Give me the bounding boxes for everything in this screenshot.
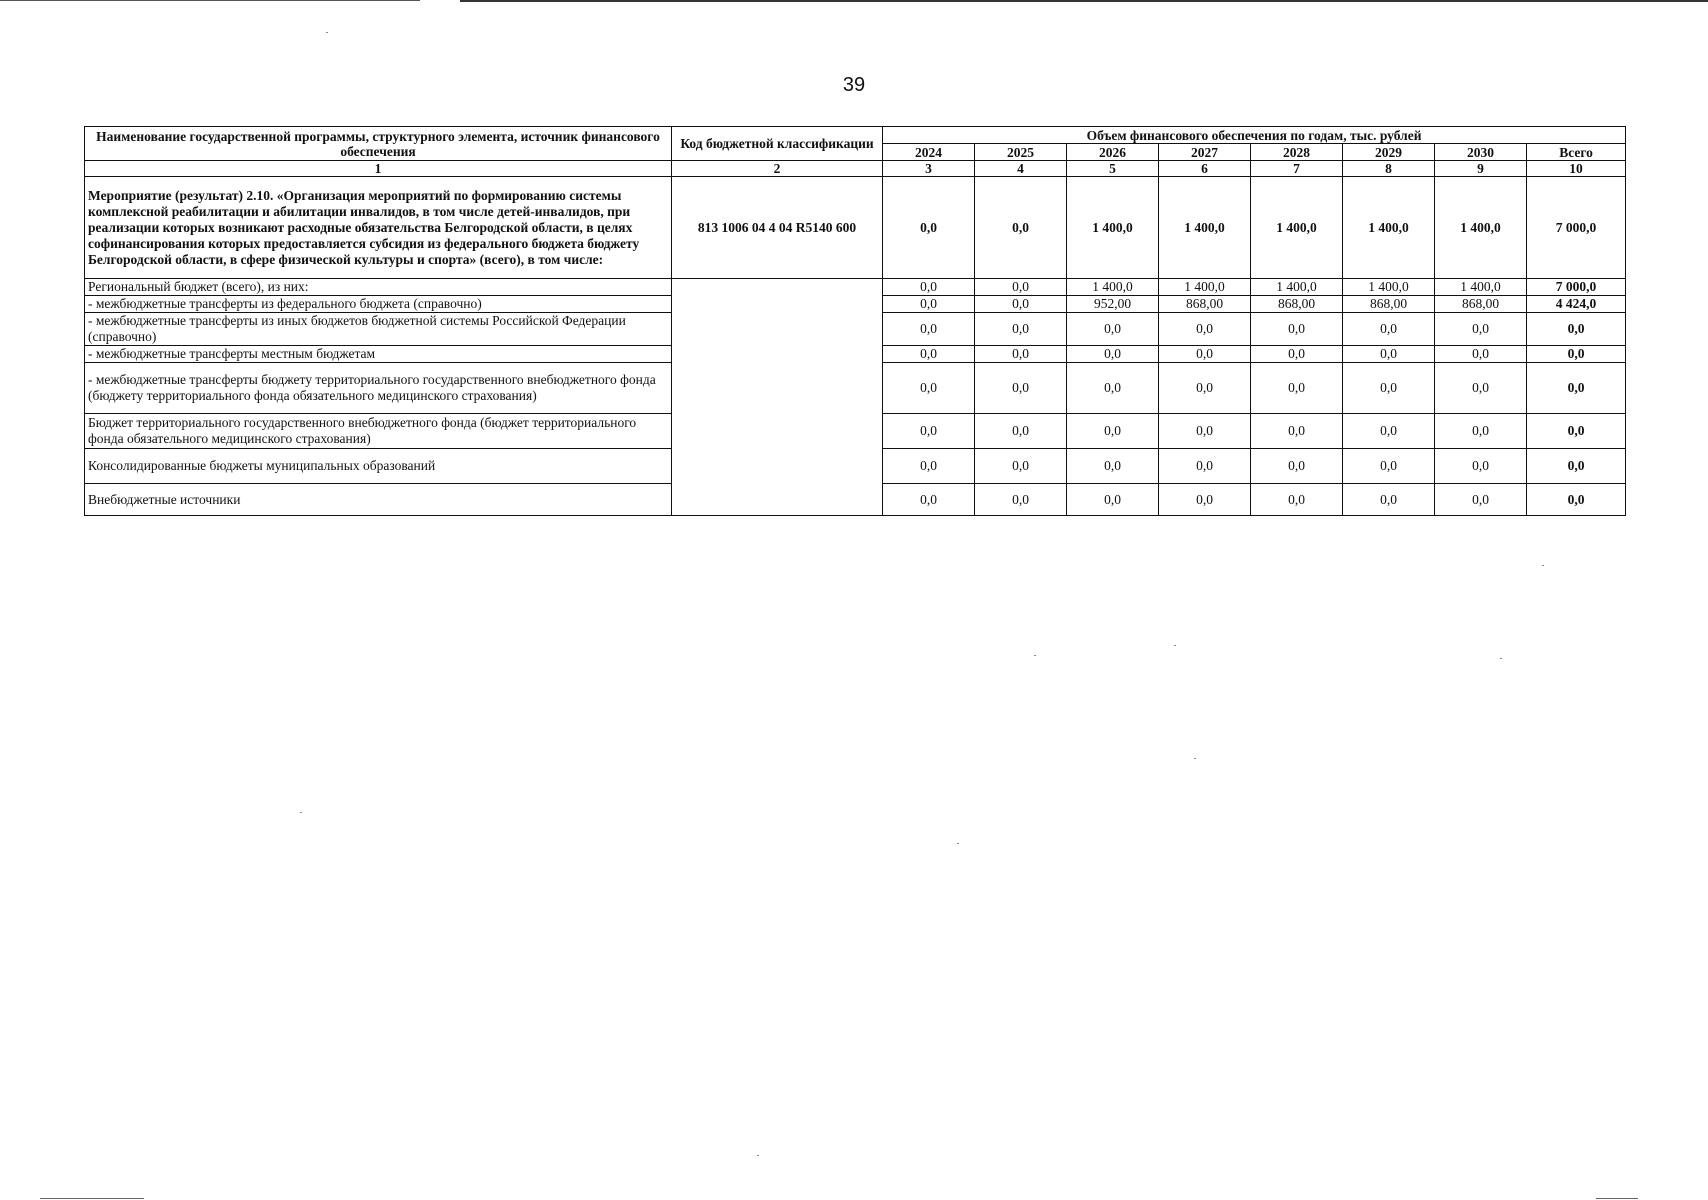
- total-cell: 4 424,0: [1527, 296, 1626, 313]
- value-cell: 1 400,0: [1435, 177, 1527, 279]
- budget-code-empty: [672, 279, 883, 516]
- header-year: 2024: [883, 144, 975, 161]
- value-cell: 0,0: [975, 346, 1067, 363]
- value-cell: 0,0: [1343, 363, 1435, 414]
- value-cell: 1 400,0: [1159, 177, 1251, 279]
- column-number: 6: [1159, 161, 1251, 177]
- header-total: Всего: [1527, 144, 1626, 161]
- value-cell: 0,0: [1067, 313, 1159, 346]
- value-cell: 0,0: [1159, 484, 1251, 516]
- value-cell: 0,0: [975, 414, 1067, 449]
- header-year: 2029: [1343, 144, 1435, 161]
- value-cell: 0,0: [1159, 313, 1251, 346]
- header-volume: Объем финансового обеспечения по годам, тыс. рублей: [883, 127, 1626, 144]
- value-cell: 0,0: [1159, 449, 1251, 484]
- value-cell: 0,0: [1343, 346, 1435, 363]
- value-cell: 0,0: [975, 296, 1067, 313]
- value-cell: 1 400,0: [1159, 279, 1251, 296]
- value-cell: 0,0: [883, 279, 975, 296]
- scan-speck: [1194, 758, 1196, 759]
- total-cell: 0,0: [1527, 313, 1626, 346]
- header-year: 2028: [1251, 144, 1343, 161]
- total-cell: 0,0: [1527, 449, 1626, 484]
- row-name: Консолидированные бюджеты муниципальных образований: [85, 449, 672, 484]
- value-cell: 868,00: [1251, 296, 1343, 313]
- scan-speck: [1034, 655, 1036, 656]
- value-cell: 0,0: [883, 296, 975, 313]
- total-cell: 0,0: [1527, 484, 1626, 516]
- value-cell: 1 400,0: [1251, 177, 1343, 279]
- scan-speck: [1542, 565, 1544, 566]
- value-cell: 0,0: [1251, 484, 1343, 516]
- total-cell: 0,0: [1527, 363, 1626, 414]
- value-cell: 0,0: [1435, 313, 1527, 346]
- value-cell: 0,0: [1067, 346, 1159, 363]
- value-cell: 0,0: [1159, 414, 1251, 449]
- value-cell: 0,0: [883, 449, 975, 484]
- value-cell: 0,0: [975, 449, 1067, 484]
- column-number: 7: [1251, 161, 1343, 177]
- row-name: Внебюджетные источники: [85, 484, 672, 516]
- value-cell: 0,0: [883, 177, 975, 279]
- value-cell: 0,0: [1343, 414, 1435, 449]
- value-cell: 0,0: [1343, 313, 1435, 346]
- total-cell: 7 000,0: [1527, 279, 1626, 296]
- header-year: 2026: [1067, 144, 1159, 161]
- row-name: - межбюджетные трансферты местным бюджетам: [85, 346, 672, 363]
- value-cell: 1 400,0: [1343, 279, 1435, 296]
- value-cell: 0,0: [883, 484, 975, 516]
- column-number: 8: [1343, 161, 1435, 177]
- value-cell: 868,00: [1159, 296, 1251, 313]
- value-cell: 0,0: [1251, 449, 1343, 484]
- value-cell: 0,0: [1159, 346, 1251, 363]
- value-cell: 0,0: [1159, 363, 1251, 414]
- column-number: 2: [672, 161, 883, 177]
- value-cell: 0,0: [975, 177, 1067, 279]
- row-name: Мероприятие (результат) 2.10. «Организация мероприятий по формированию системы комплексной реабилитации и абилитации инвалидов, в том числе детей-инвалидов, при реализации которых возникают расходные обязательства Белгородской области, в целях софинансирования которых предоставляется субсидия из федерального бюджета бюджету Белгородской области, в сфере физической культуры и спорта» (всего), в том числе:: [85, 177, 672, 279]
- bottom-edge-line: [1596, 1198, 1638, 1199]
- top-edge-line: [460, 0, 1708, 2]
- table-row: [85, 279, 1626, 296]
- row-name: - межбюджетные трансферты бюджету территориального государственного внебюджетного фонда (бюджету территориального фонда обязательного медицинского страхования): [85, 363, 672, 414]
- scan-speck: [300, 812, 302, 813]
- value-cell: 0,0: [1435, 363, 1527, 414]
- value-cell: 0,0: [1251, 414, 1343, 449]
- value-cell: 1 400,0: [1251, 279, 1343, 296]
- column-number: 3: [883, 161, 975, 177]
- header-code: Код бюджетной классификации: [672, 127, 883, 161]
- value-cell: 0,0: [1067, 449, 1159, 484]
- row-name: - межбюджетные трансферты из федерального бюджета (справочно): [85, 296, 672, 313]
- row-name: Бюджет территориального государственного внебюджетного фонда (бюджет территориального фонда обязательного медицинского страхования): [85, 414, 672, 449]
- value-cell: 0,0: [975, 279, 1067, 296]
- column-number: 10: [1527, 161, 1626, 177]
- value-cell: 0,0: [883, 363, 975, 414]
- value-cell: 0,0: [1251, 313, 1343, 346]
- value-cell: 0,0: [1343, 449, 1435, 484]
- budget-code: 813 1006 04 4 04 R5140 600: [672, 177, 883, 279]
- value-cell: 0,0: [1251, 346, 1343, 363]
- value-cell: 1 400,0: [1067, 279, 1159, 296]
- value-cell: 0,0: [883, 346, 975, 363]
- row-name: - межбюджетные трансферты из иных бюджетов бюджетной системы Российской Федерации (справочно): [85, 313, 672, 346]
- total-cell: 0,0: [1527, 346, 1626, 363]
- value-cell: 0,0: [1435, 414, 1527, 449]
- column-number: 1: [85, 161, 672, 177]
- value-cell: 1 400,0: [1343, 177, 1435, 279]
- value-cell: 0,0: [1067, 414, 1159, 449]
- value-cell: 0,0: [975, 363, 1067, 414]
- column-number: 9: [1435, 161, 1527, 177]
- column-number: 4: [975, 161, 1067, 177]
- value-cell: 0,0: [1435, 346, 1527, 363]
- value-cell: 0,0: [1067, 484, 1159, 516]
- value-cell: 0,0: [975, 313, 1067, 346]
- value-cell: 0,0: [1435, 449, 1527, 484]
- value-cell: 0,0: [975, 484, 1067, 516]
- scan-speck: [957, 843, 959, 844]
- value-cell: 0,0: [1435, 484, 1527, 516]
- table-row-main: [85, 177, 1626, 279]
- value-cell: 0,0: [883, 313, 975, 346]
- scan-speck: [1500, 658, 1502, 659]
- scan-speck: [1174, 645, 1176, 646]
- top-edge-line: [0, 0, 420, 1]
- page-number: 39: [842, 74, 866, 96]
- header-year: 2025: [975, 144, 1067, 161]
- column-number: 5: [1067, 161, 1159, 177]
- value-cell: 1 400,0: [1067, 177, 1159, 279]
- header-year: 2030: [1435, 144, 1527, 161]
- value-cell: 1 400,0: [1435, 279, 1527, 296]
- financing-table: [84, 126, 1626, 516]
- value-cell: 0,0: [1343, 484, 1435, 516]
- value-cell: 952,00: [1067, 296, 1159, 313]
- value-cell: 868,00: [1435, 296, 1527, 313]
- header-name: Наименование государственной программы, структурного элемента, источник финансового обеспечения: [85, 127, 672, 161]
- value-cell: 0,0: [1067, 363, 1159, 414]
- value-cell: 868,00: [1343, 296, 1435, 313]
- bottom-edge-line: [40, 1198, 144, 1199]
- value-cell: 0,0: [883, 414, 975, 449]
- header-year: 2027: [1159, 144, 1251, 161]
- scan-speck: [757, 1155, 759, 1156]
- total-cell: 7 000,0: [1527, 177, 1626, 279]
- total-cell: 0,0: [1527, 414, 1626, 449]
- scan-speck: [326, 32, 328, 33]
- value-cell: 0,0: [1251, 363, 1343, 414]
- row-name: Региональный бюджет (всего), из них:: [85, 279, 672, 296]
